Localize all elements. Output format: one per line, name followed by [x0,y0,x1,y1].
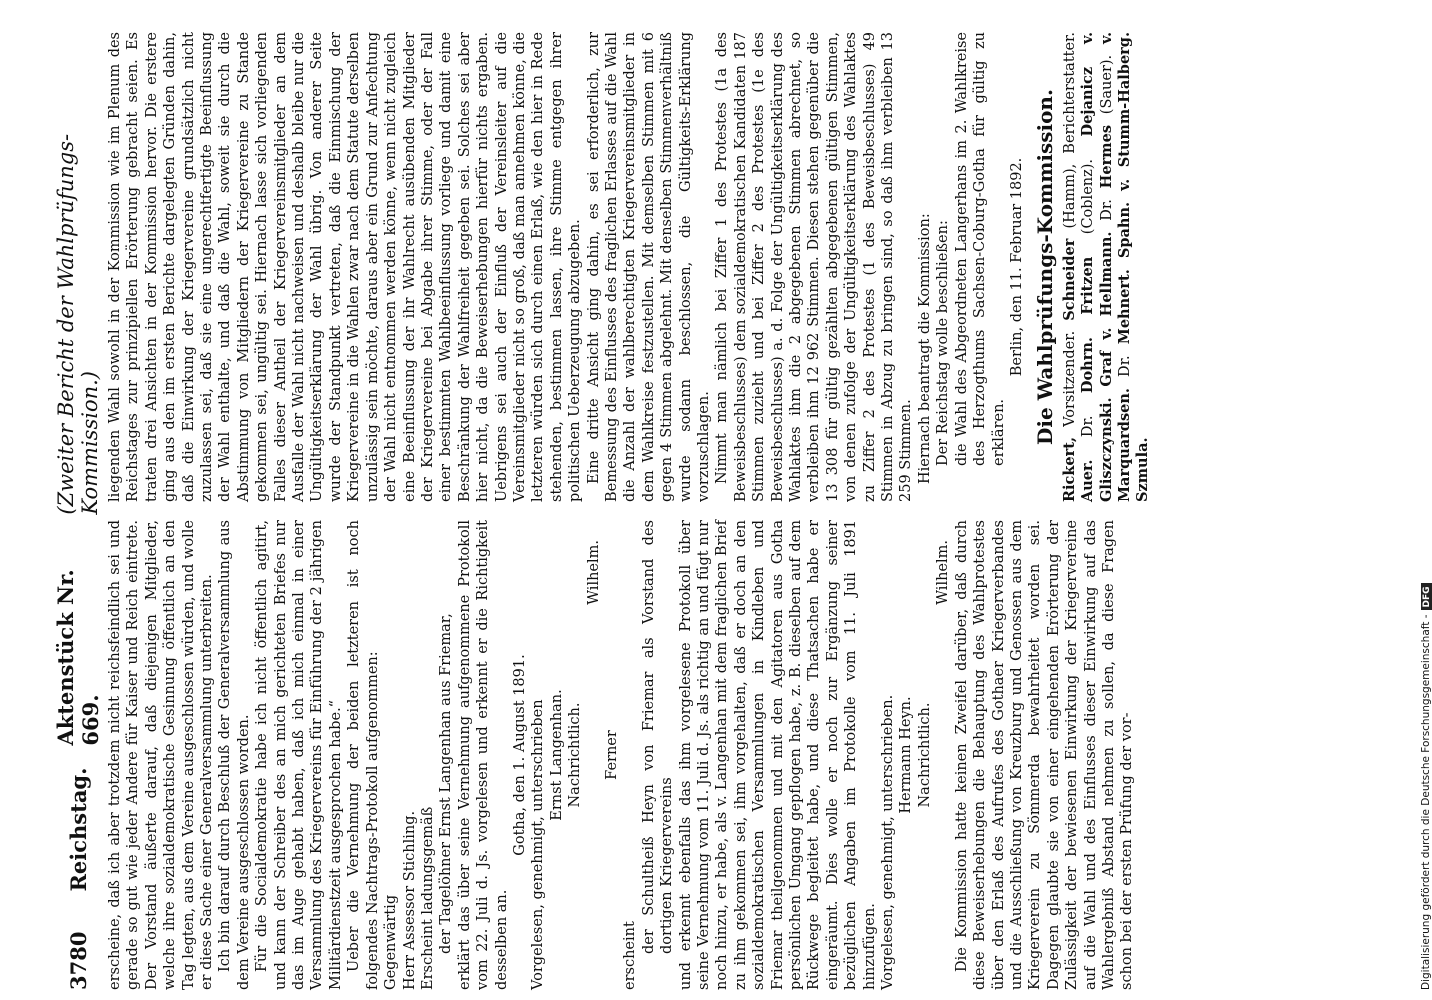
document-number: Aktenstück Nr. 669. [53,569,103,746]
paragraph: Der Reichstag wolle beschließen: [935,220,952,466]
signer: Hermann Heyn. [898,696,915,814]
signed-note: Vorgelesen, genehmigt, unterschrieben [530,699,547,990]
paragraph: erklärt das über seine Vernehmung aufgenommene Protokoll vom 22. Juli d. Js. vorgelesen und erkennt er die Richtigkeit desselben an. [456,520,510,990]
paragraph: erscheine, daß ich aber trotzdem nicht reichsfeindlich sei und gerade so gut wie jeder Andere für Kaiser und Reich eintrete. Der Vorstand äußerte darauf, daß diejenigen Mitglieder, welche ihre sozialdemokratische Gesinnung öffentlich an den Tag legten, aus dem Vereine ausgeschlossen würden, und wolle er diese Sache einer Generalversammlung unterbreiten. [107,520,216,990]
member-note [1117,258,1133,269]
paragraph: Eine dritte Ansicht ging dahin, es sei erforderlich, zur Bemessung des Einflusses des fraglichen Erlasses auf die Wahl die Anzahl der wahlberechtigten Kriegervereinsmitglieder in dem Wahlkreise festzustellen. Mit demselben Stimmen mit 6 gegen 4 Stimmen abgelehnt. Mit denselben Stimmenverhältniß wurde sodann beschlossen, die Gültigkeits-Erklärung vorzuschlagen. [585,32,712,502]
member-name: Mehnert. [1115,269,1133,345]
signer-wilhelm: Wilhelm. [585,540,602,605]
member-note: (Coblenz). [1080,136,1097,257]
member-name: Schneider [1060,238,1078,321]
member-note [1117,191,1133,202]
member-note: Dr. [1116,344,1133,389]
member-note [1080,315,1096,337]
signed-note: Vorgelesen, genehmigt, unterschrieben. [880,694,897,990]
member-note: Vorsitzender. [1061,320,1078,437]
member-name: Graf v. Hellmann. [1097,231,1115,387]
member-note: Dr. [1080,393,1097,460]
document-title: (Zweiter Bericht der Wahlprüfungs-Kommission.) [54,133,102,515]
member-note [1099,387,1115,398]
paragraph: liegenden Wahl sowohl in der Kommission wie im Plenum des Reichstages zur prinzipiellen Erörterung gebracht seien. Es traten drei Ansichten in der Kommission hervor. Die erstere ging aus den im ersten Berichte dargelegten Gründen dahin, daß die Einwirkung der Kriegervereine grundsätzlich nicht zuzulassen sei, daß sie eine ungerechtfertigte Beeinflussung der Wahl enthalte, und daß die Wahl, soweit sie durch die Abstimmung von Mitgliedern der Kriegervereine zu Stande gekommen sei, ungültig sei. Hiernach lasse sich vorliegenden Falles dieser Antheil der Kriegervereinsmitglieder an dem Ausfalle der Wahl nicht nachweisen und deshalb bleibe nur die Ungültigkeitserklärung der Wahl übrig. Von anderer Seite wurde der Standpunkt vertreten, daß die Einmischung der Kriegervereine in die Wahlen zwar nach dem Statute derselben unzulässig sein möchte, daraus aber ein Grund zur Anfechtung der Wahl nicht entnommen werden könne, wenn nicht zugleich eine Beeinflussung der ihr Wahlrecht ausübenden Mitglieder der Kriegervereine bei Abgabe ihrer Stimme, oder der Fall einer bestimmten Wahlbeeinflussung vorliege und damit eine Beschränkung der Wahlfreiheit gegeben sei. Solches sei aber hier nicht, da die Beweiserhebungen hierfür nichts ergaben. Uebrigens sei auch der Einfluß der Vereinsleiter auf die Vereinsmitglieder nicht so groß, daß man annehmen könne, die letzteren würden sich durch einen Erlaß, wie den hier in Rede stehenden, bestimmen lassen, ihre Stimme entgegen ihrer politischen Ueberzeugung abzugeben. [107,32,584,502]
footer-text: Digitalisierung gefördert durch die Deutsche Forschungsgemeinschaft - [1420,614,1432,990]
present-label: Gegenwärtig [383,894,400,990]
member-name: Auer. [1079,459,1097,502]
nachrichtlich: Nachrichtlich. [567,702,584,808]
appears-label: Erscheint ladungsgemäß [419,806,436,990]
document-page [53,30,1152,990]
member-note: Dr. [1098,188,1115,232]
member-name: Hermes [1097,125,1115,189]
member-name: Dejanicz v. Gliszczynski. [1079,32,1115,502]
appears-name: der Schultheiß Heyn von Friemar als Vorstand des dortigen Kriegervereins [640,520,676,954]
paragraph: Nimmt man nämlich bei Ziffer 1 des Protestes (1a des Beweisbeschlusses) dem sozialdemokratischen Kandidaten 187 Stimmen zuzieht und bei Ziffer 2 des Protestes (1e des Beweisbeschlusses) a. d. Folge der Ungültigkeitserklärung des Wahlaktes ihm die 2 abgegebenen Stimmen abrechnet, so verbleiben ihm 12 962 Stimmen. Diesen stehen gegenüber die 13 308 für gültig gezählten abgegebenen gültigen Stimmen, von denen zufolge der Ungültigkeitserklärung des Wahlaktes zu Ziffer 2 des Protestes (1 des Beweisbeschlusses) 49 Stimmen in Abzug zu bringen sind, so daß ihm verbleiben 13 259 Stimmen. [714,32,915,502]
commission-members [1061,32,1153,502]
member-name: v. Marquardsen. [1097,32,1133,502]
left-column [106,520,1137,990]
right-column [106,32,1153,502]
signer: Ernst Langenhan. [548,689,565,821]
paragraph: Die Kommission hatte keinen Zweifel darüber, daß durch diese Beweiserhebungen die Behauptung des Wahlprotestes über den Erlaß des Aufrufes des Gothaer Kriegerverbandes und die Ausschließung von Kreuzburg und Genossen aus dem Kriegerverein zu Sömmerda bewahrheitet worden sei. Dagegen glaubte sie von einer eingehenden Erörterung der Zulässigkeit der bewiesenen Einwirkung der Kriegervereine auf die Wahl und des Einflusses dieser Einwirkung auf das Wahlergebniß Abstand nehmen zu sollen, da diese Fragen schon bei der ersten Prüfung der vor- [953,520,1136,990]
paragraph: Ueber die Vernehmung der beiden letzteren ist noch folgendes Nachtrags-Protokoll aufgenommen: [346,520,381,990]
member-note: (Hamm), Berichterstatter. [1061,32,1078,239]
member-name: Rickert, [1060,436,1078,502]
page-header [53,30,103,990]
paragraph: Hiernach beantragt die Kommission: [916,213,933,484]
member-name: Dohrn. [1079,337,1097,394]
present-name: Herr Assessor Stichling. [401,810,418,990]
member-name: v. Stumm-Halberg. [1115,32,1133,191]
member-name: Spahn. [1115,201,1133,259]
member-name: Fritzen [1079,256,1097,315]
commission-title: Die Wahlprüfungs-Kommission. [1033,89,1058,445]
dfg-logo: DFG [1421,583,1432,610]
digitization-footer [1420,10,1432,990]
paragraph: Ich bin darauf durch Beschluß der Generalversammlung aus dem Vereine ausgeschlossen worden. [217,520,252,990]
resolution-text: die Wahl des Abgeordneten Langerhans im 2. Wahlkreise des Herzogthums Sachsen-Coburg-Gotha für gültig zu erklären. [953,32,1007,466]
erscheint-label: erscheint [622,921,639,990]
paragraph: Für die Socialdemokratie habe ich nicht öffentlich agitirt, und kann der Schreiber des an mich gerichteten Briefes nur das im Auge gehabt haben, daß ich mich einmal in einer Versammlung des Kriegervereins für Einführung der 2 jährigen Militärdienstzeit ausgesprochen habe.“ [254,520,344,990]
header-source: Reichstag. [65,767,91,892]
paragraph: und erkennt ebenfalls das ihm vorgelesene Protokoll über seine Vernehmung vom 11. Juli d. Js. als richtig an und fügt nur noch hinzu, er habe, als v. Langenhan mit dem fraglichen Brief zu ihm gekommen sei, ihm vorgehalten, daß er doch an den sozialdemokratischen Versammlungen in Kindleben und Friemar theilgenommen und mit den Agitatoren aus Gotha persönlichen Umgang gepflogen habe, z. B. dieselben auf dem Rückwege begleitet habe, und diese Thatsachen habe er eingeräumt. Dies wolle er noch zur Ergänzung seiner bezüglichen Angaben im Protokolle vom 11. Juli 1891 hinzufügen. [677,520,878,990]
member-note: (Sauer). [1098,44,1115,126]
nachrichtlich: Nachrichtlich. [916,702,933,808]
ferner-label: Ferner [603,730,620,780]
member-name: Szmula. [1134,437,1152,502]
signer-wilhelm: Wilhelm. [935,540,952,605]
page-number: 3780 [65,931,91,990]
appears-name: der Tagelöhner Ernst Langenhan aus Friemar, [438,613,455,954]
place-date: Berlin, den 11. Februar 1892. [1008,157,1025,377]
place-date: Gotha, den 1. August 1891. [511,654,528,856]
